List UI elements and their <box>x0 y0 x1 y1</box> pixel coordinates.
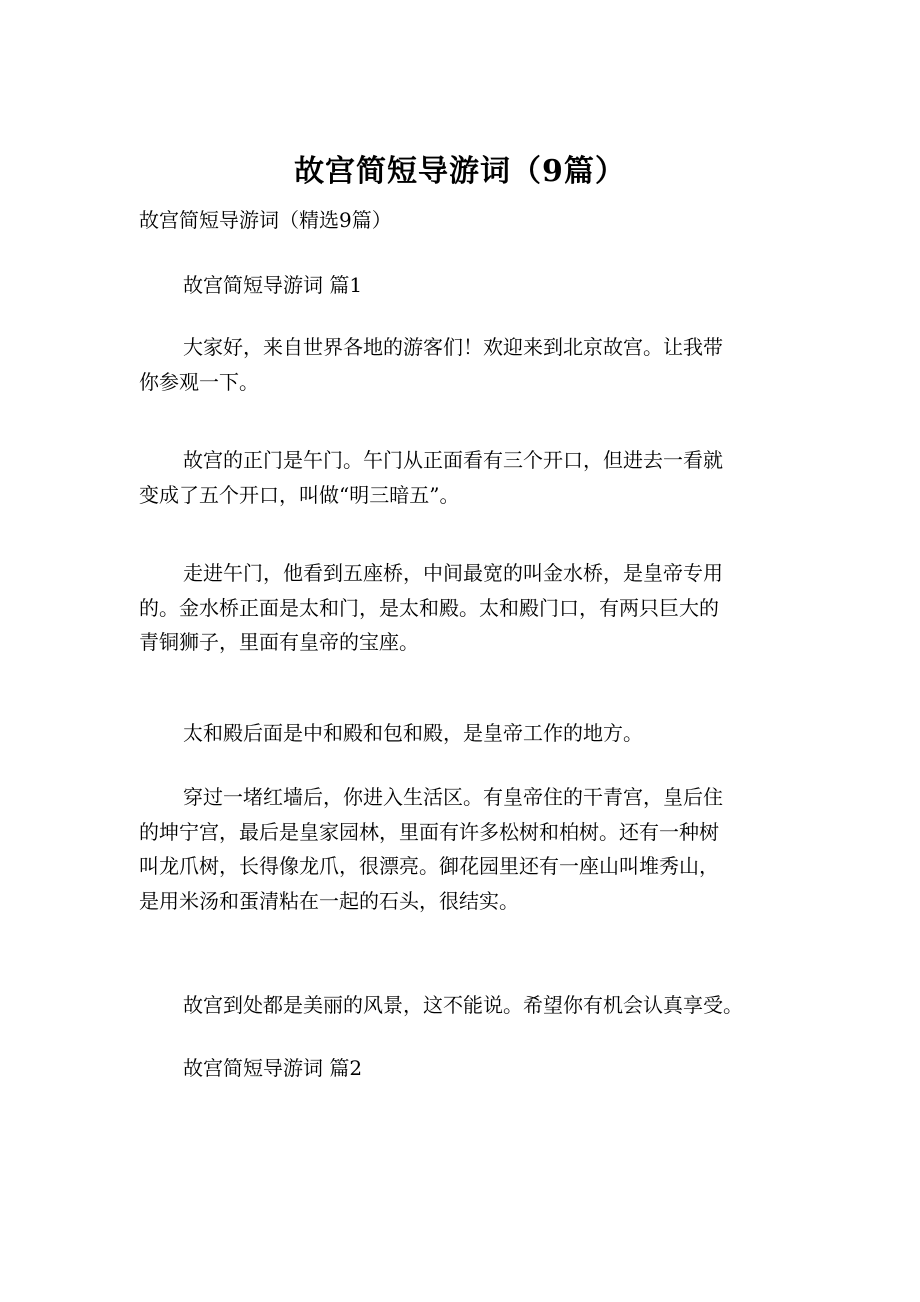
paragraph-6 <box>139 988 779 1023</box>
paragraph-line: 是用米汤和蛋清粘在一起的石头，很结实。 <box>139 888 519 913</box>
paragraph-line: 变成了五个开口，叫做“明三暗五”。 <box>139 482 460 507</box>
paragraph-2 <box>139 443 779 512</box>
paragraph-line: 叫龙爪树，长得像龙爪，很漂亮。御花园里还有一座山叫堆秀山， <box>139 854 719 878</box>
paragraph-line: 故宫到处都是美丽的风景，这不能说。希望你有机会认真享受。 <box>183 993 743 1017</box>
subtitle-line: 故宫简短导游词（精选9篇） <box>139 208 392 232</box>
paragraph-line: 青铜狮子，里面有皇帝的宝座。 <box>139 630 419 654</box>
paragraph-1 <box>139 330 779 399</box>
section-heading-line: 故宫简短导游词 篇2 <box>183 1056 363 1080</box>
paragraph-line: 穿过一堵红墙后，你进入生活区。有皇帝住的干青宫，皇后住 <box>183 785 723 809</box>
paragraph-line: 太和殿后面是中和殿和包和殿，是皇帝工作的地方。 <box>183 721 643 745</box>
section-heading-2 <box>139 1051 779 1086</box>
paragraph-line: 的。金水桥正面是太和门，是太和殿。太和殿门口，有两只巨大的 <box>139 595 719 620</box>
paragraph-4 <box>139 716 779 751</box>
document-title: 故宫简短导游词（9篇） <box>294 154 626 189</box>
section-heading-line: 故宫简短导游词 篇1 <box>183 273 363 297</box>
paragraph-line: 走进午门，他看到五座桥，中间最宽的叫金水桥，是皇帝专用 <box>183 561 723 585</box>
paragraph-line: 故宫的正门是午门。午门从正面看有三个开口，但进去一看就 <box>183 448 723 472</box>
paragraph-line: 大家好，来自世界各地的游客们！欢迎来到北京故宫。让我带 <box>183 335 723 359</box>
paragraph-3 <box>139 556 779 660</box>
paragraph-line: 你参观一下。 <box>139 369 259 394</box>
section-heading-1 <box>139 268 779 303</box>
document-subtitle <box>139 203 779 238</box>
paragraph-5 <box>139 780 779 918</box>
paragraph-line: 的坤宁宫，最后是皇家园林，里面有许多松树和柏树。还有一种树 <box>139 819 719 844</box>
